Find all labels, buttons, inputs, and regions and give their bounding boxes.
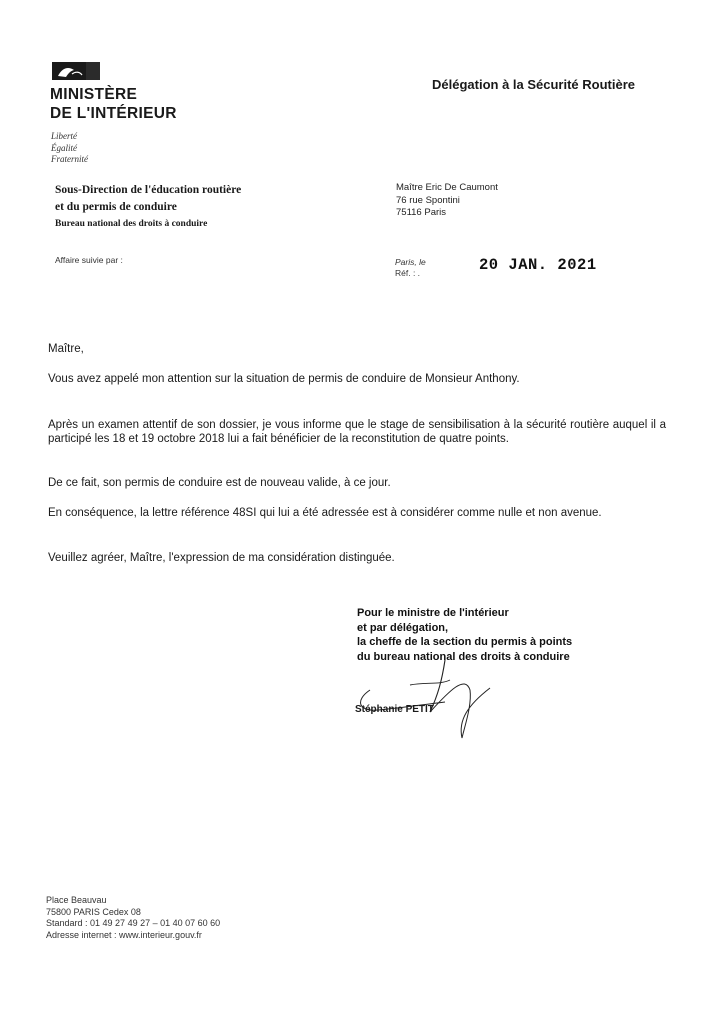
footer-line4: Adresse internet : www.interieur.gouv.fr [46, 929, 202, 940]
footer-line3: Standard : 01 49 27 49 27 – 01 40 07 60 60 [46, 918, 221, 928]
paragraph-1: Vous avez appelé mon attention sur la situation de permis de conduire de Monsieur Anthony. [48, 373, 520, 385]
reference-label: Réf. : . [395, 268, 421, 278]
date-stamp: 20 JAN. 2021 [479, 256, 597, 274]
footer-line1: Place Beauvau [46, 895, 107, 905]
recipient-street: 76 rue Spontini [396, 194, 460, 206]
signer-name: Stéphanie PETIT [355, 704, 434, 715]
paragraph-3: De ce fait, son permis de conduire est de nouveau valide, à ce jour. [48, 477, 391, 489]
service-line2: et du permis de conduire [55, 201, 177, 213]
handwritten-signature [350, 650, 510, 740]
signature-line2: et par délégation, [357, 621, 449, 634]
marianne-logo-icon [52, 62, 100, 80]
motto-egalite: Égalité [51, 142, 77, 153]
motto-liberte: Liberté [51, 131, 77, 141]
delegation-title: Délégation à la Sécurité Routière [432, 77, 636, 92]
signature-line1: Pour le ministre de l'intérieur [357, 607, 509, 619]
paragraph-4: En conséquence, la lettre référence 48SI qui lui a été adressée est à considérer comme nulle et non avenue. [48, 507, 602, 519]
issuing-service [55, 182, 241, 233]
recipient-city: 75116 Paris [396, 207, 446, 218]
place-date-label: Paris, le [395, 257, 426, 267]
followed-by-label: Affaire suivie par : [55, 255, 123, 265]
footer-address [46, 895, 220, 941]
recipient-name: Maître Eric De Caumont [396, 182, 498, 193]
paragraph-5: Veuillez agréer, Maître, l'expression de ma considération distinguée. [48, 552, 395, 564]
signature-line3: la cheffe de la section du permis à points [357, 636, 573, 648]
service-line3: Bureau national des droits à conduire [55, 219, 208, 229]
motto-fraternite: Fraternité [51, 154, 88, 164]
salutation: Maître, [48, 343, 84, 355]
ministry-name-line1: MINISTÈRE [50, 86, 138, 103]
republic-motto [51, 131, 88, 166]
footer-line2: 75800 PARIS Cedex 08 [46, 906, 141, 917]
paragraph-2: Après un examen attentif de son dossier, je vous informe que le stage de sensibilisation à la sécurité routière auquel il a participé les 18 et 19 octobre 2018 lui a fait bénéficier de la reconstitution de quatre points. [48, 419, 666, 445]
signature-line4: du bureau national des droits à conduire [357, 650, 570, 663]
ministry-name [50, 85, 177, 123]
ministry-name-line2: DE L'INTÉRIEUR [50, 105, 177, 122]
service-line1: Sous-Direction de l'éducation routière [55, 184, 242, 196]
recipient-address [396, 182, 498, 220]
